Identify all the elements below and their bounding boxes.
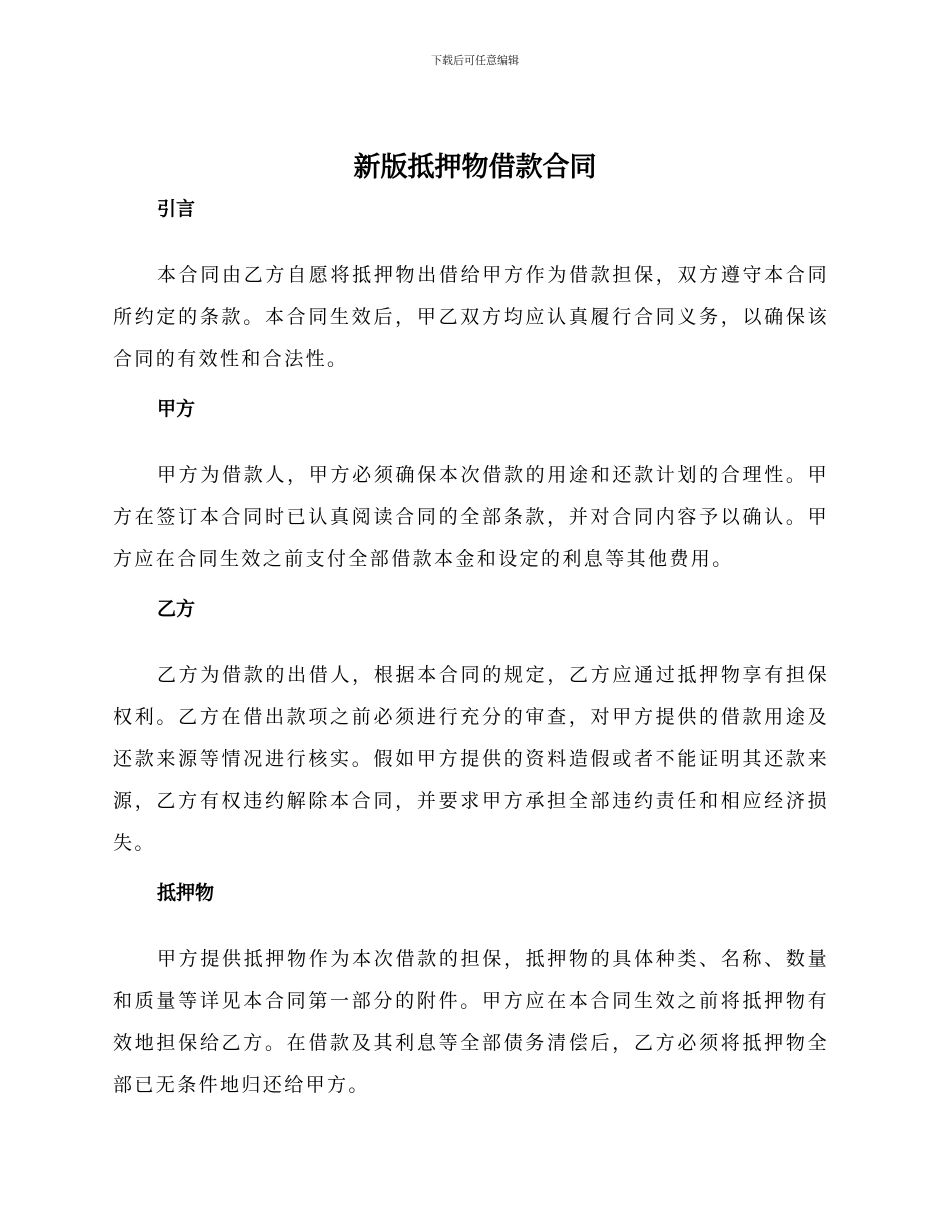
document-body [113,194,829,1106]
section-paragraph: 本合同由乙方自愿将抵押物出借给甲方作为借款担保，双方遵守本合同所约定的条款。本合同生效后，甲乙双方均应认真履行合同义务，以确保该合同的有效性和合法性。 [113,264,829,370]
section-paragraph: 乙方为借款的出借人，根据本合同的规定，乙方应通过抵押物享有担保权利。乙方在借出款项之前必须进行充分的审查，对甲方提供的借款用途及还款来源等情况进行核实。假如甲方提供的资料造假或者不能证明其还款来源，乙方有权违约解除本合同，并要求甲方承担全部违约责任和相应经济损失。 [113,664,829,854]
section-paragraph: 甲方提供抵押物作为本次借款的担保，抵押物的具体种类、名称、数量和质量等详见本合同第一部分的附件。甲方应在本合同生效之前将抵押物有效地担保给乙方。在借款及其利息等全部债务清偿后，乙方必须将抵押物全部已无条件地归还给甲方。 [113,948,829,1096]
section-heading: 甲方 [157,398,196,420]
section-party-b [113,594,829,864]
section-introduction [113,194,829,380]
section-paragraph: 甲方为借款人，甲方必须确保本次借款的用途和还款计划的合理性。甲方在签订本合同时已认真阅读合同的全部条款，并对合同内容予以确认。甲方应在合同生效之前支付全部借款本金和设定的利息等其他费用。 [113,464,829,570]
section-heading: 抵押物 [157,882,215,904]
header-note: 下载后可任意编辑 [431,54,519,67]
section-heading: 乙方 [157,598,196,620]
section-collateral [113,878,829,1106]
page-title: 新版抵押物借款合同 [353,152,597,183]
section-party-a [113,394,829,580]
section-heading: 引言 [157,198,196,220]
